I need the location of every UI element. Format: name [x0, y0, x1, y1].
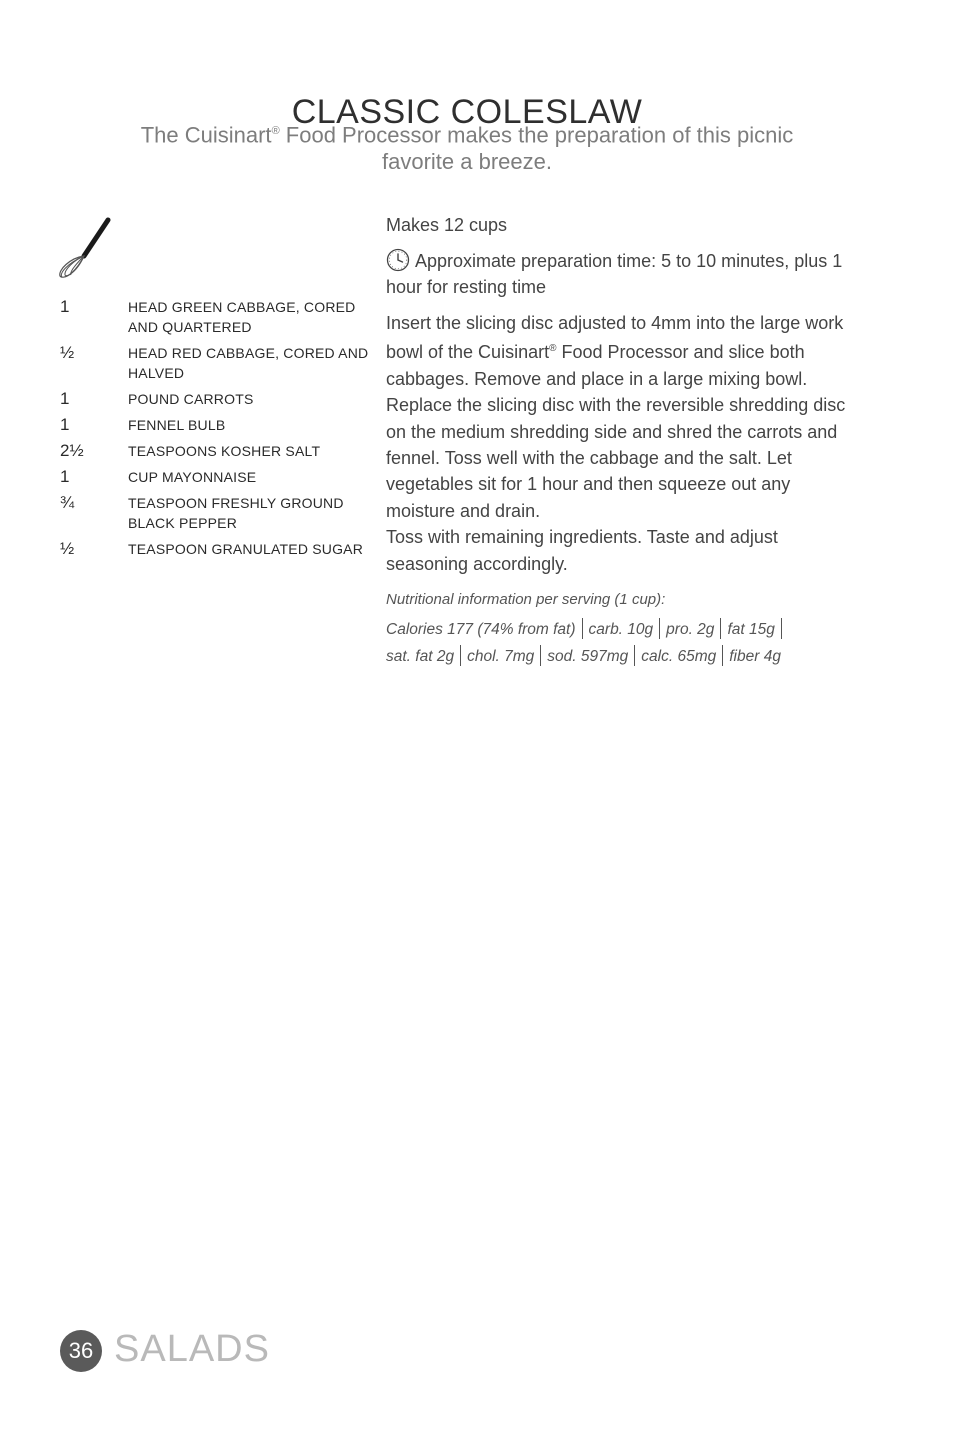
recipe-instructions: [386, 212, 856, 670]
method-step: Toss with remaining ingredients. Taste and adjust seasoning accordingly.: [386, 527, 778, 574]
ingredient-quantity: 1: [60, 389, 70, 408]
ingredient-quantity: 1: [60, 415, 70, 434]
ingredient-item: [60, 539, 370, 559]
separator: [659, 618, 660, 639]
clock-icon: [386, 248, 410, 272]
ingredient-quantity: ½: [60, 539, 75, 558]
separator: [722, 645, 723, 666]
ingredient-item: [60, 297, 370, 337]
separator: [720, 618, 721, 639]
nutrition-line: Calories 177 (74% from fat) carb. 10g pro. 2g fat 15g: [386, 616, 856, 643]
ingredient-name: HEAD GREEN CABBAGE, CORED AND QUARTERED: [128, 299, 356, 335]
ingredient-item: [60, 441, 370, 461]
nutrition-line: sat. fat 2g chol. 7mg sod. 597mg calc. 65mg fiber 4g: [386, 643, 856, 670]
separator: [781, 618, 782, 639]
ingredient-name: TEASPOON FRESHLY GROUND BLACK PEPPER: [128, 495, 344, 531]
ingredient-quantity: ½: [60, 343, 75, 362]
whisk-icon: [56, 216, 114, 280]
ingredient-item: [60, 467, 370, 487]
method-step: Insert the slicing disc adjusted to 4mm into the large work bowl of the Cuisinart® Food Processor and slice both cabbages. Remove and place in a large mixing bowl. Replace the slicing disc with the reversible shredding disc on the medium shredding side and shred the carrots and fennel. Toss well with the cabbage and the salt. Let vegetables sit for 1 hour and then squeeze out any moisture and drain.: [386, 313, 846, 521]
recipe-subtitle: The Cuisinart® Food Processor makes the preparation of this picnic favorite a breeze.: [140, 122, 794, 175]
prep-time-text: Approximate preparation time: 5 to 10 minutes, plus 1 hour for resting time: [386, 251, 843, 297]
prep-time: [386, 248, 856, 300]
method-text: [386, 310, 856, 577]
ingredient-quantity: ¾: [60, 493, 75, 512]
separator: [634, 645, 635, 666]
ingredient-name: TEASPOONS KOSHER SALT: [128, 443, 321, 459]
ingredient-item: [60, 389, 370, 409]
ingredient-name: HEAD RED CABBAGE, CORED AND HALVED: [128, 345, 369, 381]
ingredient-name: CUP MAYONNAISE: [128, 469, 257, 485]
yield-text: Makes 12 cups: [386, 215, 508, 235]
recipe-title: CLASSIC COLESLAW: [291, 92, 643, 131]
separator: [540, 645, 541, 666]
ingredient-name: TEASPOON GRANULATED SUGAR: [128, 541, 364, 557]
nutrition-title: Nutritional information per serving (1 cup):: [386, 591, 666, 609]
ingredient-quantity: 2½: [60, 441, 84, 460]
page-number: 36: [60, 1330, 102, 1372]
ingredient-item: [60, 493, 370, 533]
ingredient-name: POUND CARROTS: [128, 391, 254, 407]
ingredient-list: [60, 297, 370, 565]
ingredient-item: [60, 343, 370, 383]
separator: [582, 618, 583, 639]
ingredient-name: FENNEL BULB: [128, 417, 226, 433]
ingredient-item: [60, 415, 370, 435]
ingredient-quantity: 1: [60, 297, 70, 316]
separator: [460, 645, 461, 666]
section-name: SALADS: [114, 1328, 270, 1370]
ingredient-quantity: 1: [60, 467, 70, 486]
